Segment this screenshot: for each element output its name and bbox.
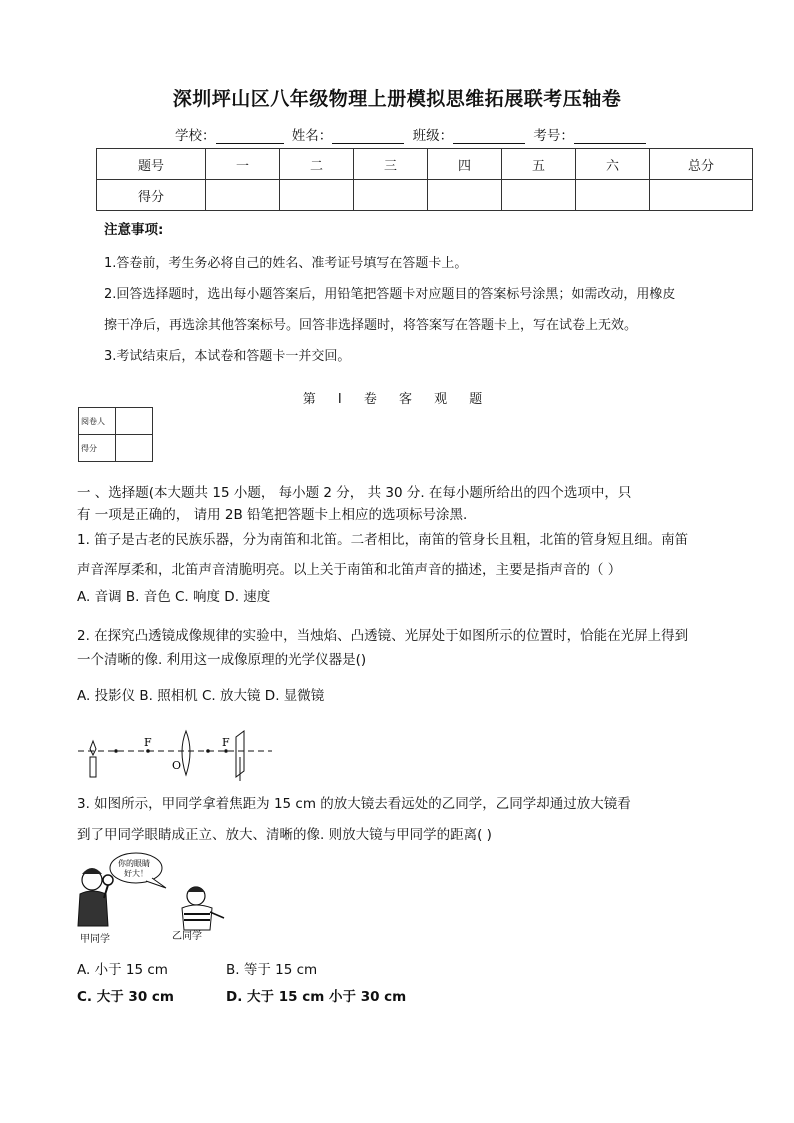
focal-point-left [146, 749, 150, 753]
part1-instruction-line2: 有 一项是正确的， 请用 2B 铅笔把答题卡上相应的选项标号涂黑. [77, 507, 468, 523]
notes-heading: 注意事项: [104, 222, 164, 238]
bubble-text-line1: 你的眼睛 [118, 859, 150, 868]
focal-point-right [206, 749, 210, 753]
focal-label-left: F [144, 736, 152, 749]
student-info-line [175, 124, 650, 144]
q3-option-a: A. 小于 15 cm [77, 962, 168, 978]
score-input-cell[interactable] [650, 180, 753, 211]
focal-label-right: F [222, 736, 230, 749]
grader-score-label: 得分 [79, 435, 116, 462]
note-item: 2.回答选择题时，选出每小题答案后，用铅笔把答题卡对应题目的答案标号涂黑；如需改动，用橡皮 [104, 287, 676, 302]
score-cell: 五 [502, 149, 576, 180]
name-label: 姓名： [291, 128, 333, 144]
q2-stem-line1: 2. 在探究凸透镜成像规律的实验中，当烛焰、凸透镜、光屏处于如图所示的位置时，恰能在光屏上得到 [77, 628, 689, 644]
exam-no-blank[interactable] [574, 129, 646, 144]
student-b-hair [187, 887, 205, 892]
exam-no-label: 考号： [533, 128, 574, 144]
score-table-score-row [97, 180, 753, 211]
grader-reviewer-label: 阅卷人 [79, 408, 116, 435]
q1-stem-line1: 1. 笛子是古老的民族乐器，分为南笛和北笛。二者相比，南笛的管身长且粗，北笛的管身短且细。南笛 [77, 532, 689, 548]
school-label: 学校： [175, 128, 216, 144]
q1-stem-line2: 声音浑厚柔和，北笛声音清脆明亮。以上关于南笛和北笛声音的描述，主要是指声音的（ ） [77, 562, 622, 578]
lens-experiment-figure [76, 727, 276, 783]
score-cell: 一 [206, 149, 280, 180]
q3-option-d: D. 大于 15 cm 小于 30 cm [226, 989, 407, 1005]
student-b-label: 乙同学 [172, 931, 202, 942]
convex-lens-icon [182, 731, 190, 775]
q3-stem-line2: 到了甲同学眼睛成正立、放大、清晰的像. 则放大镜与甲同学的距离( ) [77, 827, 492, 843]
score-input-cell[interactable] [206, 180, 280, 211]
q2-options: A. 投影仪 B. 照相机 C. 放大镜 D. 显微镜 [77, 688, 325, 704]
bubble-text-line2: 好大！ [124, 869, 148, 878]
score-input-cell[interactable] [502, 180, 576, 211]
candle-icon [90, 757, 96, 777]
note-item: 擦干净后，再选涂其他答案标号。回答非选择题时，将答案写在答题卡上，写在试卷上无效。 [104, 318, 638, 333]
axis-point [114, 749, 118, 753]
q2-stem-line2: 一个清晰的像. 利用这一成像原理的光学仪器是() [77, 652, 367, 668]
q3-option-b: B. 等于 15 cm [226, 962, 318, 978]
magnifier-icon [103, 875, 113, 885]
class-label: 班级： [412, 128, 454, 144]
score-input-cell[interactable] [354, 180, 428, 211]
note-item: 1.答卷前，考生务必将自己的姓名、准考证号填写在答题卡上。 [104, 256, 468, 271]
name-blank[interactable] [332, 129, 404, 144]
score-cell: 二 [280, 149, 354, 180]
score-cell: 三 [354, 149, 428, 180]
score-cell: 总分 [650, 149, 753, 180]
page-title: 深圳坪山区八年级物理上册模拟思维拓展联考压轴卷 [172, 88, 622, 110]
students-illustration [74, 850, 234, 945]
score-table-header-row [97, 149, 753, 180]
class-blank[interactable] [453, 129, 525, 144]
student-a-hair [82, 868, 102, 874]
score-cell: 六 [576, 149, 650, 180]
student-b-arm [210, 912, 224, 918]
q3-stem-line1: 3. 如图所示，甲同学拿着焦距为 15 cm 的放大镜去看远处的乙同学，乙同学却通过放大镜看 [77, 796, 631, 812]
flame-icon [90, 741, 96, 755]
student-a-label: 甲同学 [80, 934, 110, 945]
grader-reviewer-cell[interactable] [116, 408, 153, 435]
score-input-cell[interactable] [428, 180, 502, 211]
grader-table [78, 407, 153, 462]
score-cell: 四 [428, 149, 502, 180]
q3-option-c: C. 大于 30 cm [77, 989, 174, 1005]
section-title: 第 I 卷 客 观 题 [302, 392, 492, 407]
axis-point [224, 749, 228, 753]
speech-bubble [110, 853, 162, 883]
grader-score-cell[interactable] [116, 435, 153, 462]
score-cell: 题号 [97, 149, 206, 180]
school-blank[interactable] [216, 129, 284, 144]
q1-options: A. 音调 B. 音色 C. 响度 D. 速度 [77, 589, 271, 605]
note-item: 3.考试结束后，本试卷和答题卡一并交回。 [104, 349, 351, 364]
score-row-label: 得分 [97, 180, 206, 211]
speech-bubble-tail [146, 878, 166, 888]
score-input-cell[interactable] [280, 180, 354, 211]
score-input-cell[interactable] [576, 180, 650, 211]
lens-center-label: O [172, 759, 182, 772]
part1-instruction-line1: 一 、选择题(本大题共 15 小题， 每小题 2 分， 共 30 分. 在每小题所给出的四个选项中，只 [77, 485, 632, 501]
student-b-body [182, 905, 212, 930]
score-table [96, 148, 753, 211]
